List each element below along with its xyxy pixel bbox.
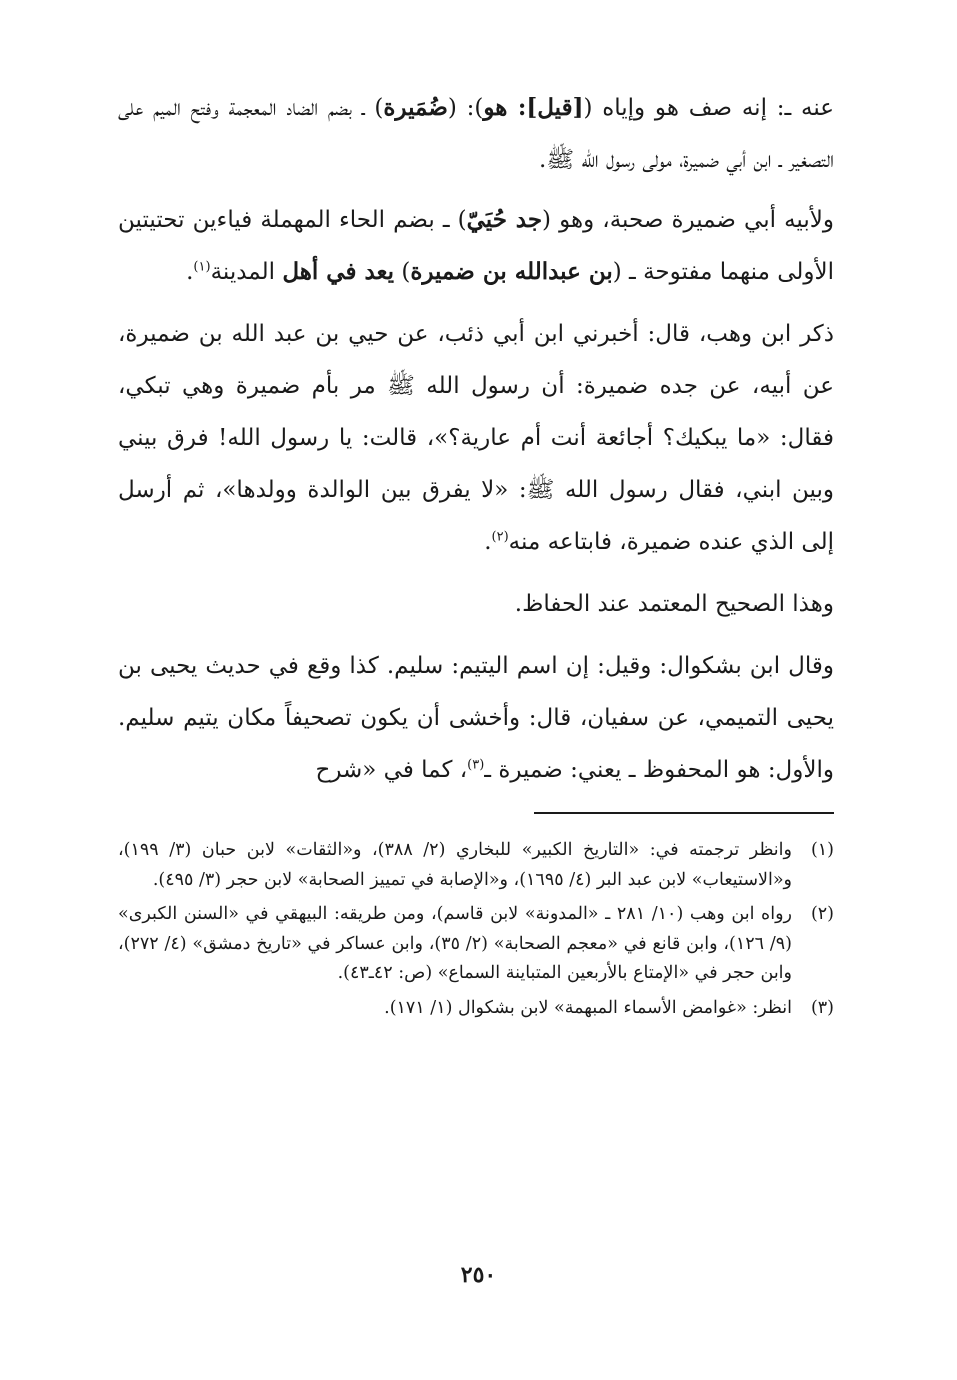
footnote-number: (١) — [810, 840, 834, 860]
text-segment: المدينة — [210, 259, 283, 285]
paragraph-p5 — [118, 640, 834, 796]
text-segment: وهذا الصحيح المعتمد عند الحفاظ. — [514, 591, 834, 617]
footnote-ref: (٢) — [491, 529, 509, 545]
text-segment: . — [484, 529, 492, 555]
footnote-ref: (١) — [193, 259, 211, 275]
paragraph-p4 — [118, 578, 834, 630]
text-segment: . — [186, 259, 194, 285]
paragraph-p2 — [118, 194, 834, 298]
footnote-ref: (٣) — [467, 757, 485, 773]
bold-text: [قيل]: هو — [483, 94, 584, 121]
text-segment: عنه ـ: إنه صف هو وإياه ( — [583, 95, 834, 121]
text-segment: ) ـ بضم الحاء المهملة فياءين تحتيتين الأولى منهما مفتوحة ـ ( — [118, 207, 834, 285]
footnote-text: انظر: «غوامض الأسماء المبهمة» لابن بشكوال (١/ ١٧١). — [384, 997, 792, 1018]
text-segment: ، كما في «شرح — [315, 757, 468, 783]
text-segment: ) ـ بضم الضاد المعجمة وفتح الميم على التصغير ـ ابن أبي ضميرة، مولى رسول الله ﷺ. — [118, 95, 834, 173]
footnote-item — [118, 900, 834, 989]
footnote-separator — [534, 812, 834, 814]
footnote-number: (٣) — [810, 997, 834, 1018]
footnote-item — [118, 994, 834, 1024]
text-segment: ) — [394, 259, 411, 285]
text-segment: ولأبيه أبي ضميرة صحبة، وهو ( — [542, 207, 834, 233]
footnote-item — [118, 836, 834, 895]
footnote-text: رواه ابن وهب (١٠/ ٢٨١ ـ «المدونة» لابن قاسم)، ومن طريقه: البيهقي في «السنن الكبرى» (٩/ ١٢٦)، وابن قانع في «معجم الصحابة» (٢/ ٣٥)، وابن عساكر في «تاريخ دمشق» (٤/ ٢٧٢)، وابن حجر في «الإمتاع بالأربعين المتباينة السماع» (ص: ٤٢ـ٤٣). — [118, 904, 792, 983]
bold-text: جد حُيَيّ — [466, 206, 543, 233]
text-segment: وقال ابن بشكوال: وقيل: إن اسم اليتيم: سليم. كذا وقع في حديث يحيى بن يحيى التميمي، عن سفيان، قال: وأخشى أن يكون تصحيفاً مكان يتيم سليم. والأول: هو المحفوظ ـ يعني: ضميرة ـ — [118, 653, 834, 783]
paragraph-p3 — [118, 308, 834, 568]
paragraph-p1 — [118, 82, 834, 186]
page-number: ٢٥٠ — [460, 1262, 497, 1288]
bold-text: بن عبدالله بن ضميرة — [410, 258, 613, 285]
bold-text: يعد في أهل — [282, 258, 395, 285]
footnote-text: وانظر ترجمته في: «التاريخ الكبير» للبخاري (٢/ ٣٨٨)، و«الثقات» لابن حبان (٣/ ١٩٩)، و«الاستيعاب» لابن عبد البر (٤/ ١٦٩٥)، و«الإصابة في تمييز الصحابة» لابن حجر (٣/ ٤٩٥). — [118, 840, 792, 890]
text-segment: ذكر ابن وهب، قال: أخبرني ابن أبي ذئب، عن حيي بن عبد الله بن ضميرة، عن أبيه، عن جده ضميرة: أن رسول الله ﷺ مر بأم ضميرة وهي تبكي، فقال: «ما يبكيك؟ أجائعة أنت أم عارية؟»، قالت: يا رسول الله! فرق بيني وبين ابني، فقال رسول الله ﷺ: «لا يفرق بين الوالدة وولدها»، ثم أرسل إلى الذي عنده ضميرة، فابتاعه منه — [118, 321, 834, 555]
footnote-number: (٢) — [810, 904, 834, 924]
page-body — [118, 82, 834, 1028]
text-segment: ): ( — [447, 95, 484, 121]
main-text — [118, 82, 834, 796]
bold-text: ضُمَيرة — [383, 94, 448, 121]
footnotes — [118, 836, 834, 1023]
